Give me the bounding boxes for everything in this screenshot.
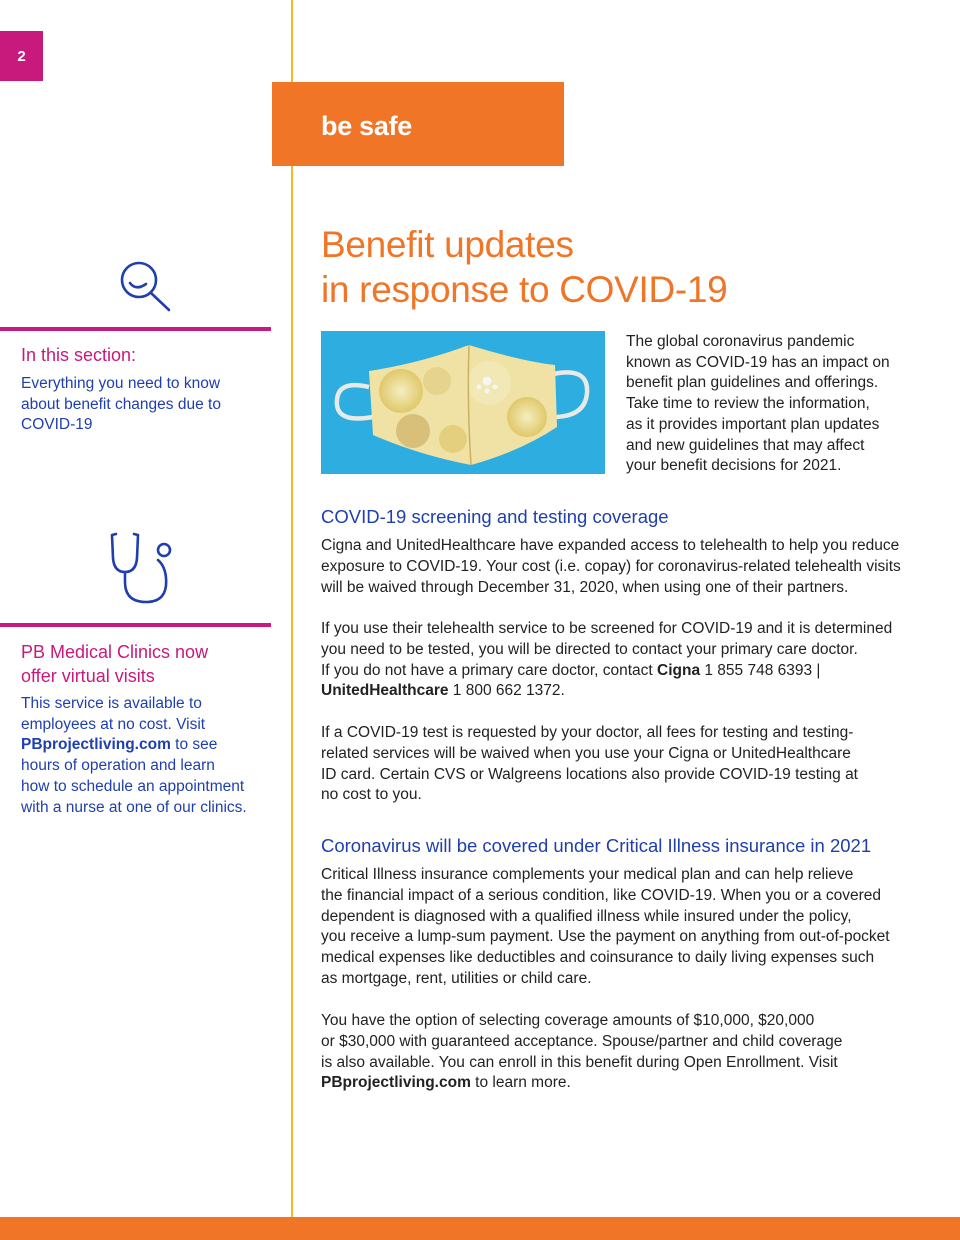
critical-illness-heading: Coronavirus will be covered under Critical Illness insurance in 2021	[321, 835, 872, 856]
screening-paragraph-2: If you use their telehealth service to be screened for COVID-19 and it is determined you need to be tested, you will be directed to contact your primary care doctor. If you do not have a primary care doctor, contact Cigna 1 855 748 6393 | UnitedHealthcare 1 800 662 1372.	[321, 620, 893, 700]
stethoscope-icon	[108, 530, 180, 610]
in-this-section-rule	[0, 327, 271, 331]
clinics-rule	[0, 623, 271, 627]
clinics-text: This service is available to employees at no cost. Visit PBprojectliving.com to see hours of operation and learn how to schedule an appointment with a nurse at one of our clinics.	[21, 695, 247, 816]
clinics-link[interactable]: PBprojectliving.com	[21, 736, 171, 754]
screening-heading: COVID-19 screening and testing coverage	[321, 506, 669, 527]
uhc-label: UnitedHealthcare	[321, 682, 449, 700]
critical-illness-paragraph-1: Critical Illness insurance complements your medical plan and can help relieve the financial impact of a serious condition, like COVID-19. When you or a covered dependent is diagnosed with a qualified illness while insured under the policy, you receive a lump-sum payment. Use the payment on anything from out-of-pocket medical expenses like deductibles and coinsurance to daily living expenses such as mortgage, rent, utilities or child care.	[321, 866, 890, 987]
face-mask-photo	[321, 331, 605, 474]
clinics-heading: PB Medical Clinics now offer virtual visits	[21, 642, 209, 686]
critical-illness-paragraph-2: You have the option of selecting coverage amounts of $10,000, $20,000 or $30,000 with guaranteed acceptance. Spouse/partner and child coverage is also available. You can enroll in this benefit during Open Enrollment. Visit PBprojectliving.com to learn more.	[321, 1012, 843, 1092]
screening-paragraph-1: Cigna and UnitedHealthcare have expanded access to telehealth to help you reduce exposure to COVID-19. Your cost (i.e. copay) for coronavirus-related telehealth visits will be waived through December 31, 2020, when using one of their partners.	[321, 537, 901, 596]
cigna-label: Cigna	[657, 661, 701, 679]
section-tab: be safe	[272, 82, 564, 166]
column-divider	[291, 0, 293, 1218]
in-this-section-text: Everything you need to know about benefit changes due to COVID-19	[21, 375, 221, 434]
in-this-section-heading: In this section:	[21, 345, 137, 365]
enroll-link[interactable]: PBprojectliving.com	[321, 1074, 471, 1092]
search-icon	[116, 258, 176, 316]
footer-bar	[0, 1217, 960, 1240]
page-number: 2	[0, 31, 43, 81]
page-title: Benefit updates in response to COVID-19	[321, 224, 728, 310]
screening-paragraph-3: If a COVID-19 test is requested by your doctor, all fees for testing and testing- related services will be waived when you use your Cigna or UnitedHealthcare ID card. Certain CVS or Walgreens locations also provide COVID-19 testing at no cost to you.	[321, 724, 858, 804]
intro-paragraph: The global coronavirus pandemic known as COVID-19 has an impact on benefit plan guidelines and offerings. Take time to review the information, as it provides important plan updates and new guidelines that may affect your benefit decisions for 2021.	[626, 333, 890, 475]
